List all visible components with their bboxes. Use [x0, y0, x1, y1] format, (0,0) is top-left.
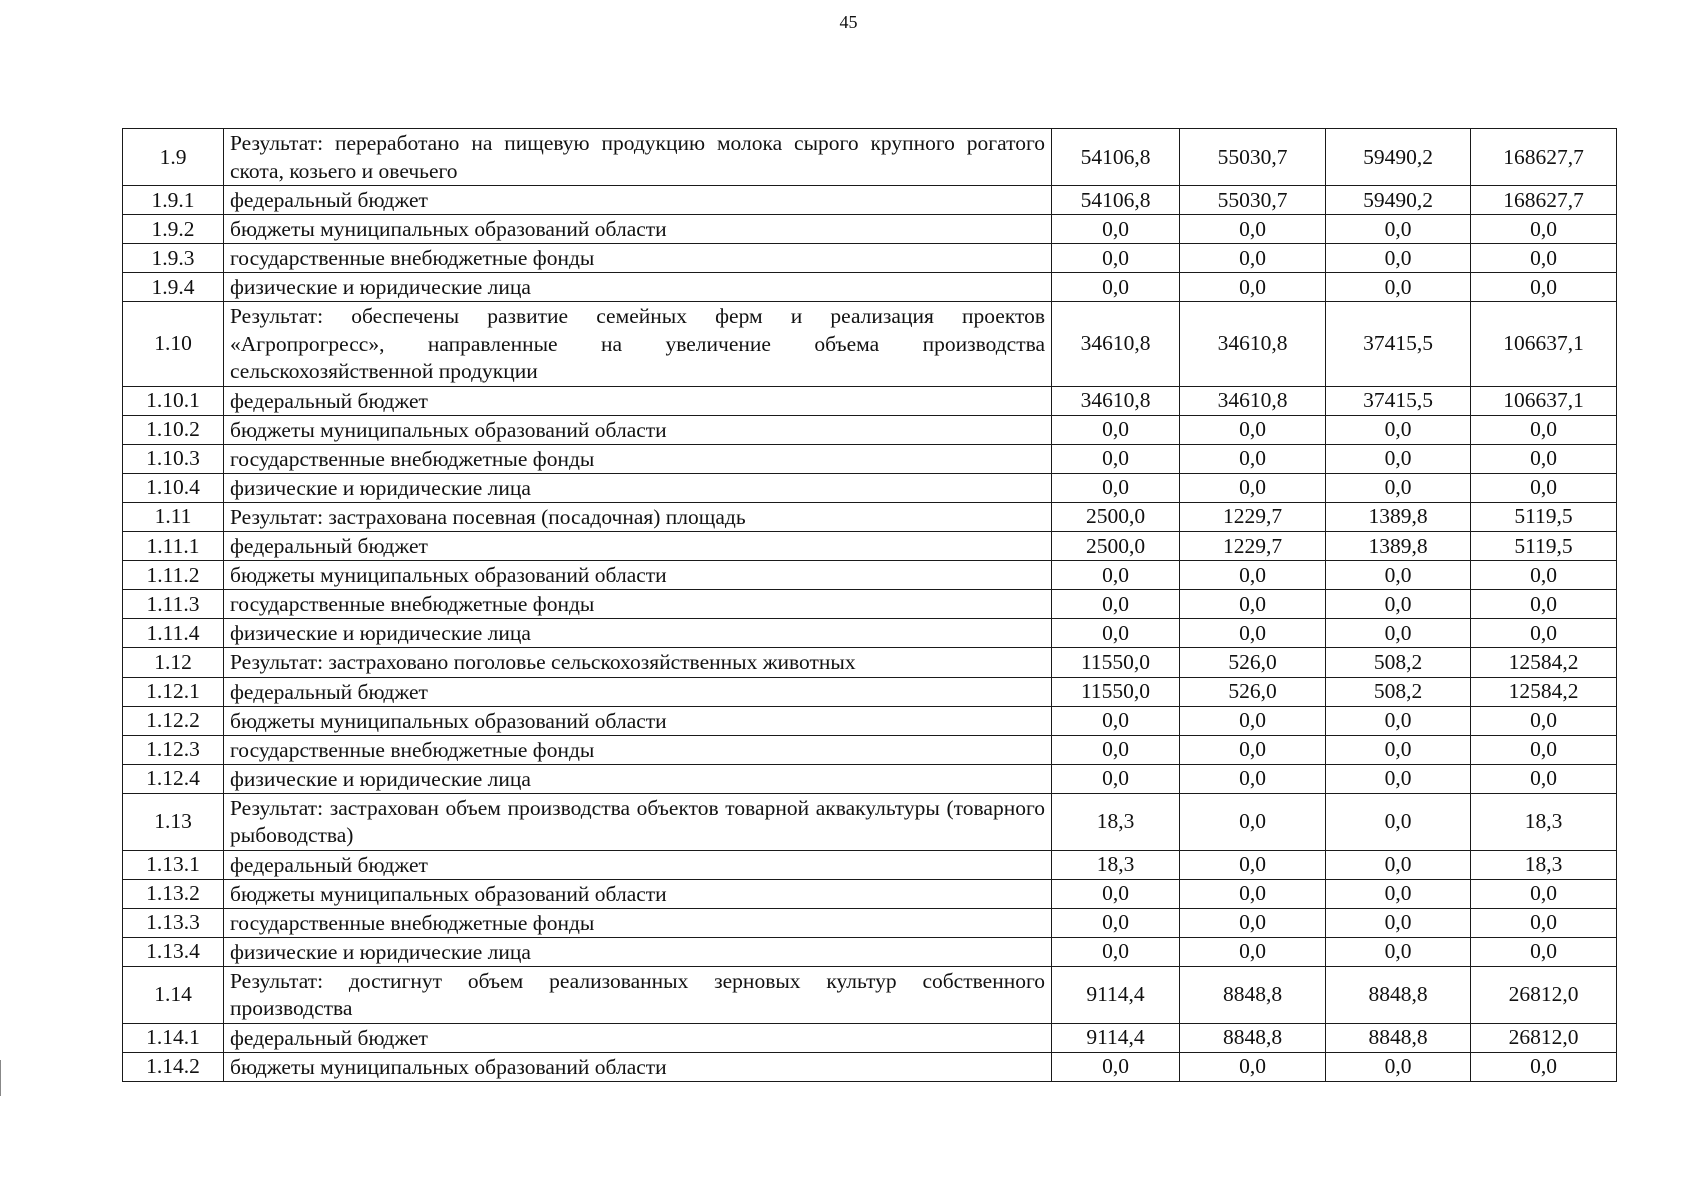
- row-label: государственные внебюджетные фонды: [224, 590, 1052, 619]
- row-label: физические и юридические лица: [224, 764, 1052, 793]
- value-year-1: 0,0: [1052, 415, 1180, 444]
- value-year-3: 8848,8: [1326, 966, 1471, 1023]
- table-row: [123, 677, 1617, 706]
- value-total: 0,0: [1471, 215, 1617, 244]
- value-year-3: 0,0: [1326, 215, 1471, 244]
- value-year-2: 55030,7: [1180, 186, 1326, 215]
- value-total: 106637,1: [1471, 386, 1617, 415]
- row-label: федеральный бюджет: [224, 386, 1052, 415]
- value-total: 0,0: [1471, 273, 1617, 302]
- value-year-1: 0,0: [1052, 619, 1180, 648]
- row-label: федеральный бюджет: [224, 677, 1052, 706]
- value-year-1: 0,0: [1052, 473, 1180, 502]
- row-label: бюджеты муниципальных образований области: [224, 879, 1052, 908]
- value-year-3: 0,0: [1326, 415, 1471, 444]
- table-row: [123, 1052, 1617, 1081]
- value-year-2: 0,0: [1180, 590, 1326, 619]
- value-year-3: 508,2: [1326, 677, 1471, 706]
- value-year-3: 0,0: [1326, 937, 1471, 966]
- value-total: 0,0: [1471, 879, 1617, 908]
- row-number: 1.12: [123, 648, 224, 678]
- value-year-3: 59490,2: [1326, 186, 1471, 215]
- row-label: Результат: переработано на пищевую продукцию молока сырого крупного рогатого скота, козьего и овечьего: [224, 129, 1052, 186]
- value-total: 0,0: [1471, 561, 1617, 590]
- value-year-2: 0,0: [1180, 473, 1326, 502]
- table-row: [123, 532, 1617, 561]
- value-total: 26812,0: [1471, 1023, 1617, 1052]
- value-year-3: 0,0: [1326, 764, 1471, 793]
- value-year-1: 0,0: [1052, 735, 1180, 764]
- value-year-2: 0,0: [1180, 764, 1326, 793]
- row-number: 1.9: [123, 129, 224, 186]
- row-number: 1.12.4: [123, 764, 224, 793]
- value-total: 18,3: [1471, 850, 1617, 879]
- value-year-3: 37415,5: [1326, 302, 1471, 387]
- table-row: [123, 706, 1617, 735]
- value-total: 12584,2: [1471, 677, 1617, 706]
- row-label: Результат: застраховано поголовье сельскохозяйственных животных: [224, 648, 1052, 678]
- row-number: 1.12.3: [123, 735, 224, 764]
- value-year-2: 526,0: [1180, 677, 1326, 706]
- table-row: [123, 444, 1617, 473]
- value-total: 18,3: [1471, 793, 1617, 850]
- value-year-2: 0,0: [1180, 273, 1326, 302]
- value-year-3: 0,0: [1326, 879, 1471, 908]
- table-row: [123, 215, 1617, 244]
- row-label: государственные внебюджетные фонды: [224, 444, 1052, 473]
- row-label: федеральный бюджет: [224, 186, 1052, 215]
- row-label: физические и юридические лица: [224, 937, 1052, 966]
- value-year-3: 0,0: [1326, 273, 1471, 302]
- value-year-2: 0,0: [1180, 793, 1326, 850]
- table-row: [123, 561, 1617, 590]
- value-year-3: 0,0: [1326, 908, 1471, 937]
- row-number: 1.9.4: [123, 273, 224, 302]
- row-label: бюджеты муниципальных образований области: [224, 561, 1052, 590]
- table-row: [123, 619, 1617, 648]
- value-year-3: 0,0: [1326, 561, 1471, 590]
- value-year-1: 0,0: [1052, 706, 1180, 735]
- value-year-1: 0,0: [1052, 561, 1180, 590]
- value-year-1: 18,3: [1052, 793, 1180, 850]
- table-row: [123, 386, 1617, 415]
- value-total: 26812,0: [1471, 966, 1617, 1023]
- value-total: 0,0: [1471, 444, 1617, 473]
- row-label: Результат: застрахован объем производства объектов товарной аквакультуры (товарного рыбоводства): [224, 793, 1052, 850]
- row-number: 1.13.1: [123, 850, 224, 879]
- value-total: 0,0: [1471, 590, 1617, 619]
- row-label: бюджеты муниципальных образований области: [224, 706, 1052, 735]
- result-row: [123, 966, 1617, 1023]
- row-number: 1.13.2: [123, 879, 224, 908]
- value-total: 5119,5: [1471, 532, 1617, 561]
- value-total: 0,0: [1471, 415, 1617, 444]
- row-label: физические и юридические лица: [224, 273, 1052, 302]
- result-row: [123, 129, 1617, 186]
- table-row: [123, 850, 1617, 879]
- table-row: [123, 590, 1617, 619]
- scan-margin-mark: [0, 1060, 7, 1096]
- value-year-3: 0,0: [1326, 793, 1471, 850]
- value-year-1: 0,0: [1052, 590, 1180, 619]
- value-year-2: 55030,7: [1180, 129, 1326, 186]
- value-year-1: 2500,0: [1052, 532, 1180, 561]
- value-year-2: 526,0: [1180, 648, 1326, 678]
- row-label: бюджеты муниципальных образований области: [224, 1052, 1052, 1081]
- row-number: 1.10: [123, 302, 224, 387]
- value-year-2: 0,0: [1180, 244, 1326, 273]
- value-total: 168627,7: [1471, 186, 1617, 215]
- value-total: 0,0: [1471, 1052, 1617, 1081]
- value-year-1: 2500,0: [1052, 502, 1180, 532]
- value-year-2: 8848,8: [1180, 1023, 1326, 1052]
- row-number: 1.14.1: [123, 1023, 224, 1052]
- table-row: [123, 879, 1617, 908]
- value-year-2: 34610,8: [1180, 386, 1326, 415]
- value-total: 0,0: [1471, 735, 1617, 764]
- value-total: 5119,5: [1471, 502, 1617, 532]
- value-year-3: 8848,8: [1326, 1023, 1471, 1052]
- value-year-3: 0,0: [1326, 244, 1471, 273]
- value-year-2: 1229,7: [1180, 502, 1326, 532]
- value-year-2: 0,0: [1180, 879, 1326, 908]
- row-label: государственные внебюджетные фонды: [224, 908, 1052, 937]
- page-number: 45: [839, 12, 858, 32]
- table-row: [123, 937, 1617, 966]
- row-number: 1.11.1: [123, 532, 224, 561]
- value-total: 0,0: [1471, 764, 1617, 793]
- table-body: [123, 129, 1617, 1082]
- row-label: государственные внебюджетные фонды: [224, 735, 1052, 764]
- value-year-1: 0,0: [1052, 1052, 1180, 1081]
- row-number: 1.9.3: [123, 244, 224, 273]
- value-year-2: 34610,8: [1180, 302, 1326, 387]
- value-year-1: 54106,8: [1052, 129, 1180, 186]
- row-label: Результат: застрахована посевная (посадочная) площадь: [224, 502, 1052, 532]
- value-year-2: 0,0: [1180, 215, 1326, 244]
- row-label: федеральный бюджет: [224, 1023, 1052, 1052]
- value-total: 0,0: [1471, 473, 1617, 502]
- row-label: федеральный бюджет: [224, 850, 1052, 879]
- table-row: [123, 1023, 1617, 1052]
- value-year-1: 34610,8: [1052, 386, 1180, 415]
- value-year-1: 0,0: [1052, 444, 1180, 473]
- row-number: 1.14: [123, 966, 224, 1023]
- result-row: [123, 648, 1617, 678]
- table-row: [123, 735, 1617, 764]
- value-year-3: 508,2: [1326, 648, 1471, 678]
- value-year-3: 59490,2: [1326, 129, 1471, 186]
- table-row: [123, 244, 1617, 273]
- value-year-2: 0,0: [1180, 415, 1326, 444]
- value-year-1: 0,0: [1052, 937, 1180, 966]
- result-row: [123, 502, 1617, 532]
- row-number: 1.11.2: [123, 561, 224, 590]
- value-total: 0,0: [1471, 706, 1617, 735]
- value-total: 168627,7: [1471, 129, 1617, 186]
- value-year-1: 11550,0: [1052, 677, 1180, 706]
- value-year-3: 0,0: [1326, 1052, 1471, 1081]
- row-label: бюджеты муниципальных образований области: [224, 215, 1052, 244]
- value-total: 0,0: [1471, 244, 1617, 273]
- value-total: 106637,1: [1471, 302, 1617, 387]
- row-number: 1.13.4: [123, 937, 224, 966]
- value-year-2: 0,0: [1180, 619, 1326, 648]
- value-year-2: 0,0: [1180, 937, 1326, 966]
- value-year-1: 0,0: [1052, 215, 1180, 244]
- row-label: государственные внебюджетные фонды: [224, 244, 1052, 273]
- budget-table-container: [122, 128, 1616, 1082]
- row-label: физические и юридические лица: [224, 619, 1052, 648]
- row-label: физические и юридические лица: [224, 473, 1052, 502]
- row-number: 1.11: [123, 502, 224, 532]
- value-year-1: 9114,4: [1052, 966, 1180, 1023]
- row-label: федеральный бюджет: [224, 532, 1052, 561]
- value-year-1: 54106,8: [1052, 186, 1180, 215]
- value-year-1: 0,0: [1052, 764, 1180, 793]
- value-year-3: 0,0: [1326, 619, 1471, 648]
- budget-table: [122, 128, 1617, 1082]
- value-year-1: 18,3: [1052, 850, 1180, 879]
- value-year-2: 0,0: [1180, 1052, 1326, 1081]
- value-year-3: 37415,5: [1326, 386, 1471, 415]
- value-year-1: 0,0: [1052, 879, 1180, 908]
- value-year-3: 1389,8: [1326, 532, 1471, 561]
- row-number: 1.10.3: [123, 444, 224, 473]
- value-year-2: 1229,7: [1180, 532, 1326, 561]
- row-label: Результат: обеспечены развитие семейных ферм и реализация проектов «Агропрогресс», направленные на увеличение объема производства сельскохозяйственной продукции: [224, 302, 1052, 387]
- value-year-3: 0,0: [1326, 850, 1471, 879]
- row-number: 1.11.4: [123, 619, 224, 648]
- row-number: 1.10.1: [123, 386, 224, 415]
- row-number: 1.13.3: [123, 908, 224, 937]
- table-row: [123, 473, 1617, 502]
- row-number: 1.12.1: [123, 677, 224, 706]
- value-year-2: 8848,8: [1180, 966, 1326, 1023]
- row-label: Результат: достигнут объем реализованных зерновых культур собственного производства: [224, 966, 1052, 1023]
- table-row: [123, 908, 1617, 937]
- row-number: 1.11.3: [123, 590, 224, 619]
- value-total: 0,0: [1471, 619, 1617, 648]
- result-row: [123, 793, 1617, 850]
- row-number: 1.12.2: [123, 706, 224, 735]
- value-year-2: 0,0: [1180, 444, 1326, 473]
- table-row: [123, 186, 1617, 215]
- row-label: бюджеты муниципальных образований области: [224, 415, 1052, 444]
- value-year-3: 0,0: [1326, 473, 1471, 502]
- value-year-2: 0,0: [1180, 561, 1326, 590]
- value-year-1: 9114,4: [1052, 1023, 1180, 1052]
- table-row: [123, 273, 1617, 302]
- value-year-3: 0,0: [1326, 590, 1471, 619]
- value-year-2: 0,0: [1180, 735, 1326, 764]
- table-row: [123, 764, 1617, 793]
- value-total: 0,0: [1471, 908, 1617, 937]
- value-year-1: 0,0: [1052, 244, 1180, 273]
- value-year-3: 1389,8: [1326, 502, 1471, 532]
- value-year-2: 0,0: [1180, 908, 1326, 937]
- row-number: 1.13: [123, 793, 224, 850]
- value-year-3: 0,0: [1326, 444, 1471, 473]
- value-total: 0,0: [1471, 937, 1617, 966]
- row-number: 1.10.2: [123, 415, 224, 444]
- row-number: 1.9.1: [123, 186, 224, 215]
- value-year-1: 11550,0: [1052, 648, 1180, 678]
- value-year-1: 0,0: [1052, 273, 1180, 302]
- table-row: [123, 415, 1617, 444]
- value-total: 12584,2: [1471, 648, 1617, 678]
- value-year-3: 0,0: [1326, 735, 1471, 764]
- row-number: 1.14.2: [123, 1052, 224, 1081]
- value-year-2: 0,0: [1180, 706, 1326, 735]
- value-year-3: 0,0: [1326, 706, 1471, 735]
- row-number: 1.9.2: [123, 215, 224, 244]
- row-number: 1.10.4: [123, 473, 224, 502]
- value-year-1: 0,0: [1052, 908, 1180, 937]
- value-year-2: 0,0: [1180, 850, 1326, 879]
- value-year-1: 34610,8: [1052, 302, 1180, 387]
- result-row: [123, 302, 1617, 387]
